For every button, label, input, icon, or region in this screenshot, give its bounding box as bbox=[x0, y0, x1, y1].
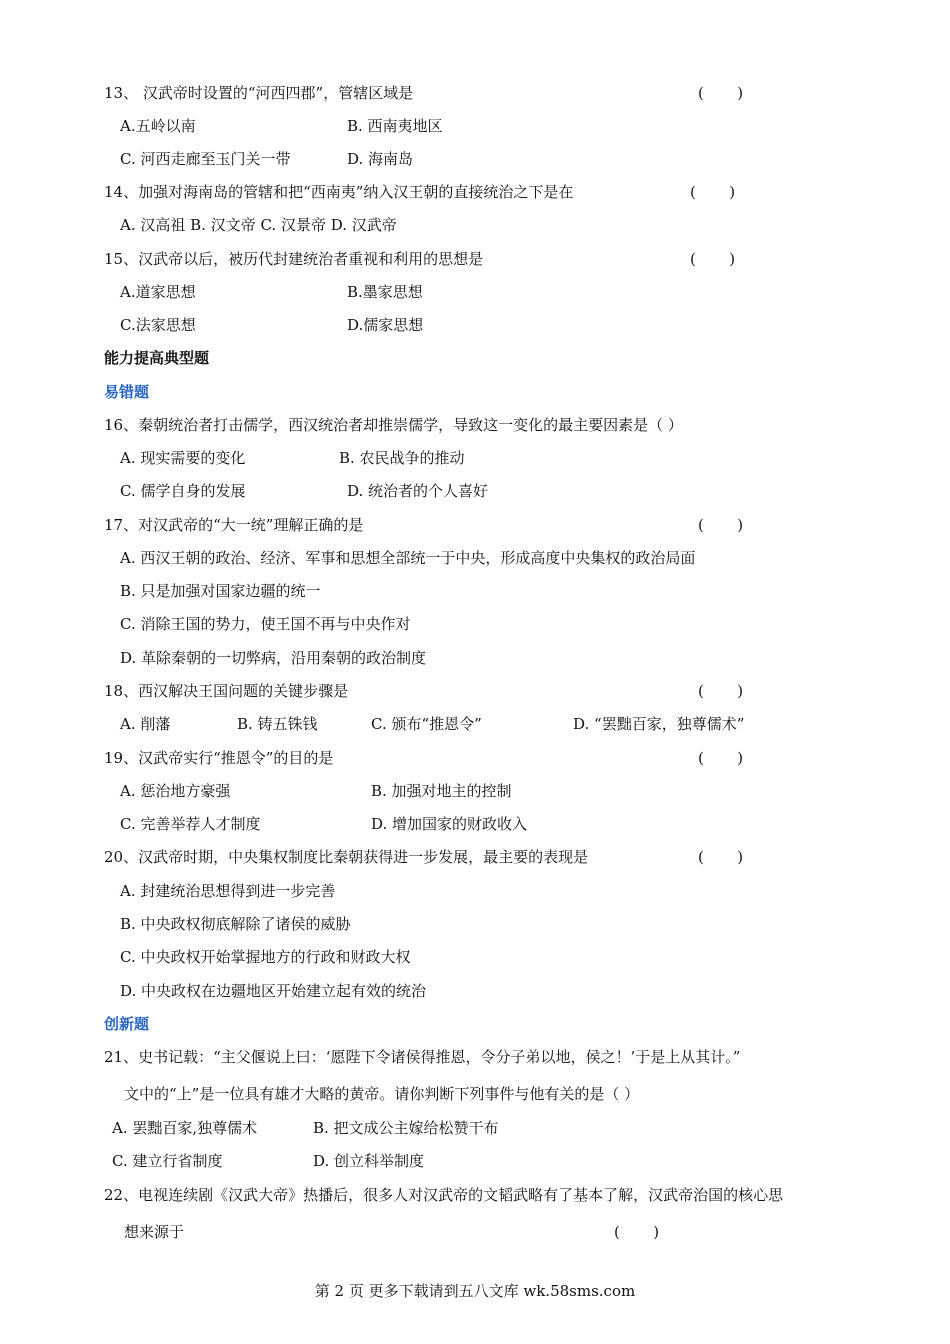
question-21 bbox=[0, 1045, 950, 1069]
option-row bbox=[0, 812, 950, 836]
option-row bbox=[0, 879, 950, 903]
answer-blank: ( ) bbox=[614, 1223, 660, 1241]
option-b: B. 铸五铢钱 bbox=[237, 715, 318, 733]
section-title-new: 创新题 bbox=[104, 1015, 150, 1033]
question-stem-cont: 想来源于 bbox=[124, 1223, 185, 1241]
answer-blank: ( ) bbox=[690, 250, 736, 268]
question-16 bbox=[0, 413, 950, 437]
question-stem-cont: 文中的“上”是一位具有雄才大略的黄帝。请你判断下列事件与他有关的是（ ） bbox=[124, 1085, 640, 1103]
option-b: B. 西南夷地区 bbox=[347, 117, 443, 135]
answer-blank: ( ) bbox=[690, 183, 736, 201]
option-b: B. 只是加强对国家边疆的统一 bbox=[120, 582, 321, 600]
section-heading bbox=[0, 380, 950, 404]
option-row bbox=[0, 446, 950, 470]
option-row bbox=[0, 646, 950, 670]
option-row bbox=[0, 779, 950, 803]
question-15 bbox=[0, 247, 950, 271]
option-d: D. 统治者的个人喜好 bbox=[347, 482, 489, 500]
option-c: C. 消除王国的势力，使王国不再与中央作对 bbox=[120, 615, 411, 633]
option-c: C. 中央政权开始掌握地方的行政和财政大权 bbox=[120, 948, 411, 966]
option-a: A. 惩治地方豪强 bbox=[120, 782, 231, 800]
question-stem: 14、加强对海南岛的管辖和把“西南夷”纳入汉王朝的直接统治之下是在 bbox=[104, 183, 574, 201]
option-a: A.五岭以南 bbox=[120, 117, 196, 135]
option-row bbox=[0, 313, 950, 337]
option-a: A. 罢黜百家,独尊儒术 bbox=[112, 1119, 258, 1137]
section-heading bbox=[0, 346, 950, 370]
question-17 bbox=[0, 513, 950, 537]
option-b: B.墨家思想 bbox=[347, 283, 423, 301]
option-row bbox=[0, 579, 950, 603]
option-d: D. 增加国家的财政收入 bbox=[371, 815, 528, 833]
option-c: C. 完善举荐人才制度 bbox=[120, 815, 261, 833]
answer-blank: ( ) bbox=[698, 84, 744, 102]
option-d: D. 海南岛 bbox=[347, 150, 414, 168]
option-row bbox=[0, 945, 950, 969]
question-stem: 22、电视连续剧《汉武大帝》热播后，很多人对汉武帝的文韬武略有了基本了解，汉武帝治国的核心思 bbox=[104, 1186, 784, 1204]
footer-text: 第 2 页 更多下载请到五八文库 wk.58sms.com bbox=[314, 1282, 636, 1300]
question-19 bbox=[0, 746, 950, 770]
answer-blank: ( ) bbox=[698, 516, 744, 534]
question-22-cont bbox=[0, 1220, 950, 1244]
option-row bbox=[0, 280, 950, 304]
option-a: A. 削藩 bbox=[120, 715, 171, 733]
option-a: A.道家思想 bbox=[120, 283, 196, 301]
option-d: D.儒家思想 bbox=[347, 316, 424, 334]
option-c: C. 河西走廊至玉门关一带 bbox=[120, 150, 291, 168]
option-row bbox=[0, 979, 950, 1003]
option-a: A. 封建统治思想得到进一步完善 bbox=[120, 882, 336, 900]
option-row bbox=[0, 147, 950, 171]
question-stem: 21、史书记载：“主父偃说上曰：‘愿陛下令诸侯得推恩，令分子弟以地，侯之！’于是上从其计。” bbox=[104, 1048, 741, 1066]
question-14 bbox=[0, 180, 950, 204]
question-stem: 20、汉武帝时期，中央集权制度比秦朝获得进一步发展，最主要的表现是 bbox=[104, 848, 589, 866]
option-a: A. 现实需要的变化 bbox=[120, 449, 246, 467]
section-title-error: 易错题 bbox=[104, 383, 150, 401]
question-22 bbox=[0, 1183, 950, 1207]
option-d: D. 中央政权在边疆地区开始建立起有效的统治 bbox=[120, 982, 427, 1000]
option-d: D. 创立科举制度 bbox=[313, 1152, 425, 1170]
option-b: B. 把文成公主嫁给松赞干布 bbox=[313, 1119, 499, 1137]
option-d: D. 革除秦朝的一切弊病，沿用秦朝的政治制度 bbox=[120, 649, 427, 667]
option-row bbox=[0, 546, 950, 570]
question-stem: 16、秦朝统治者打击儒学，西汉统治者却推崇儒学，导致这一变化的最主要因素是（ ） bbox=[104, 416, 683, 434]
option-a: A. 西汉王朝的政治、经济、军事和思想全部统一于中央，形成高度中央集权的政治局面 bbox=[120, 549, 696, 567]
option-b: B. 加强对地主的控制 bbox=[371, 782, 512, 800]
option-row bbox=[0, 912, 950, 936]
question-stem: 18、西汉解决王国问题的关键步骤是 bbox=[104, 682, 349, 700]
option-row bbox=[0, 1116, 950, 1140]
question-stem: 15、汉武帝以后，被历代封建统治者重视和利用的思想是 bbox=[104, 250, 484, 268]
page-footer bbox=[0, 1279, 950, 1303]
question-20 bbox=[0, 845, 950, 869]
question-stem: 17、对汉武帝的“大一统”理解正确的是 bbox=[104, 516, 364, 534]
option-row bbox=[0, 213, 950, 237]
option-d: D. “罢黜百家，独尊儒术” bbox=[573, 715, 745, 733]
option-b: B. 农民战争的推动 bbox=[339, 449, 465, 467]
option-b: B. 中央政权彻底解除了诸侯的威胁 bbox=[120, 915, 351, 933]
option-row bbox=[0, 612, 950, 636]
question-18 bbox=[0, 679, 950, 703]
section-title-main: 能力提高典型题 bbox=[104, 349, 210, 367]
question-13 bbox=[0, 81, 950, 105]
option-row bbox=[0, 1149, 950, 1173]
option-row bbox=[0, 712, 950, 736]
option-row bbox=[0, 479, 950, 503]
answer-blank: ( ) bbox=[698, 682, 744, 700]
option-c: C. 建立行省制度 bbox=[112, 1152, 223, 1170]
answer-blank: ( ) bbox=[698, 848, 744, 866]
option-row bbox=[0, 114, 950, 138]
answer-blank: ( ) bbox=[698, 749, 744, 767]
question-stem: 19、汉武帝实行“推恩令”的目的是 bbox=[104, 749, 334, 767]
option-c: C. 颁布“推恩令” bbox=[371, 715, 482, 733]
option-c: C. 儒学自身的发展 bbox=[120, 482, 246, 500]
section-heading bbox=[0, 1012, 950, 1036]
question-21-cont bbox=[0, 1082, 950, 1106]
question-stem: 13、 汉武帝时设置的“河西四郡”，管辖区域是 bbox=[104, 84, 414, 102]
option-c: C.法家思想 bbox=[120, 316, 196, 334]
options-inline: A. 汉高祖 B. 汉文帝 C. 汉景帝 D. 汉武帝 bbox=[120, 216, 397, 234]
